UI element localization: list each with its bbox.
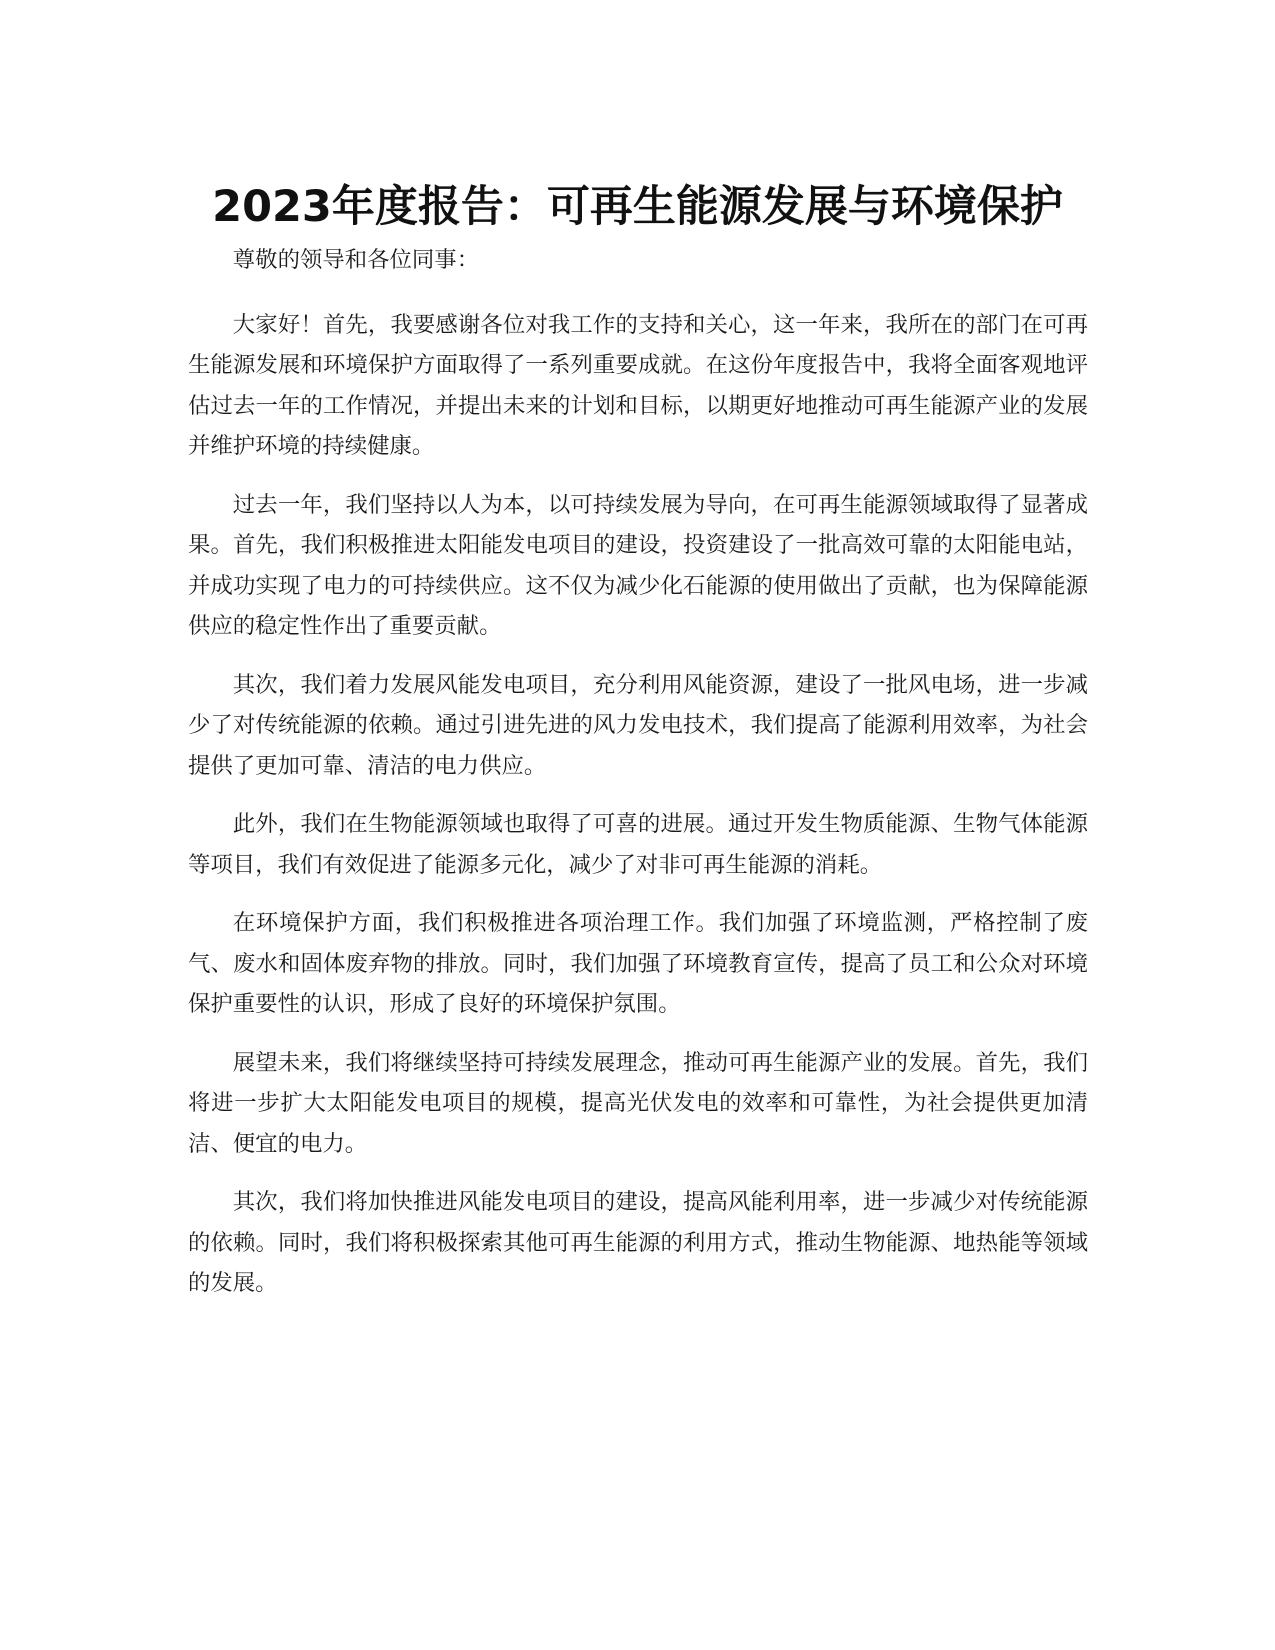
paragraph: 其次，我们将加快推进风能发电项目的建设，提高风能利用率，进一步减少对传统能源的依赖。同时，我们将积极探索其他可再生能源的利用方式，推动生物能源、地热能等领域的发展。 — [188, 1189, 1088, 1296]
page-title: 2023年度报告：可再生能源发展与环境保护 — [212, 181, 1063, 232]
paragraph: 其次，我们着力发展风能发电项目，充分利用风能资源，建设了一批风电场，进一步减少了对传统能源的依赖。通过引进先进的风力发电技术，我们提高了能源利用效率，为社会提供了更加可靠、清洁的电力供应。 — [188, 671, 1088, 779]
paragraph: 过去一年，我们坚持以人为本，以可持续发展为导向，在可再生能源领域取得了显著成果。首先，我们积极推进太阳能发电项目的建设，投资建设了一批高效可靠的太阳能电站，并成功实现了电力的可持续供应。这不仅为减少化石能源的使用做出了贡献，也为保障能源供应的稳定性作出了重要贡献。 — [188, 491, 1088, 639]
paragraph: 在环境保护方面，我们积极推进各项治理工作。我们加强了环境监测，严格控制了废气、废水和固体废弃物的排放。同时，我们加强了环境教育宣传，提高了员工和公众对环境保护重要性的认识，形成了良好的环境保护氛围。 — [188, 910, 1088, 1017]
salutation: 尊敬的领导和各位同事： — [232, 247, 480, 273]
paragraph: 大家好！首先，我要感谢各位对我工作的支持和关心，这一年来，我所在的部门在可再生能源发展和环境保护方面取得了一系列重要成就。在这份年度报告中，我将全面客观地评估过去一年的工作情况，并提出未来的计划和目标，以期更好地推动可再生能源产业的发展并维护环境的持续健康。 — [188, 311, 1088, 459]
paragraph: 此外，我们在生物能源领域也取得了可喜的进展。通过开发生物质能源、生物气体能源等项目，我们有效促进了能源多元化，减少了对非可再生能源的消耗。 — [188, 811, 1088, 878]
paragraph: 展望未来，我们将继续坚持可持续发展理念，推动可再生能源产业的发展。首先，我们将进一步扩大太阳能发电项目的规模，提高光伏发电的效率和可靠性，为社会提供更加清洁、便宜的电力。 — [188, 1049, 1088, 1157]
document-body — [188, 240, 1088, 1322]
